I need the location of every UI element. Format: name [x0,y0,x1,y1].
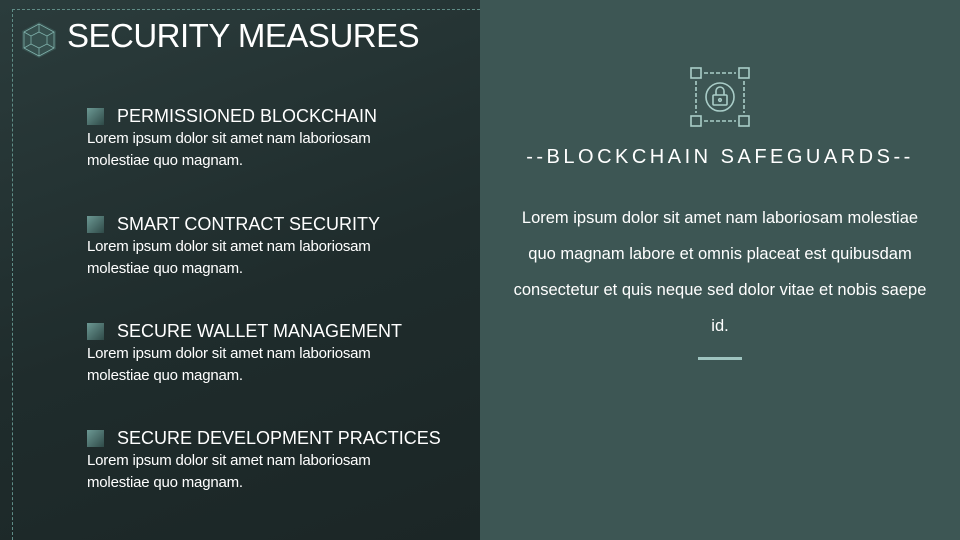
item-text: Lorem ipsum dolor sit amet nam laboriosam molestiae quo magnam. [87,130,371,169]
list-item [87,105,477,172]
square-bullet-icon [87,216,104,233]
list-item [87,213,477,280]
cube-icon [19,20,59,60]
square-bullet-icon [87,430,104,447]
page-title: SECURITY MEASURES [67,17,420,54]
list-item [87,320,477,387]
item-heading: PERMISSIONED BLOCKCHAIN [117,105,378,126]
item-text: Lorem ipsum dolor sit amet nam laboriosam molestiae quo magnam. [87,238,371,277]
item-text: Lorem ipsum dolor sit amet nam laboriosam molestiae quo magnam. [87,452,371,491]
item-heading: SECURE WALLET MANAGEMENT [117,320,403,341]
accent-divider [698,357,742,360]
section-subtitle: --BLOCKCHAIN SAFEGUARDS-- [526,146,914,168]
dashed-divider [12,9,13,540]
item-heading: SMART CONTRACT SECURITY [117,213,381,234]
item-heading: SECURE DEVELOPMENT PRACTICES [117,427,441,448]
square-bullet-icon [87,108,104,125]
square-bullet-icon [87,323,104,340]
description-text: Lorem ipsum dolor sit amet nam laboriosam molestiae quo magnam labore et omnis placeat est quibusdam consectetur et quis neque sed dolor vitae et nobis saepe id. [513,209,927,335]
list-item [87,427,477,494]
chain-lock-icon [689,66,751,128]
dashed-divider [12,9,480,10]
item-text: Lorem ipsum dolor sit amet nam laboriosam molestiae quo magnam. [87,345,371,384]
right-panel [480,0,960,540]
